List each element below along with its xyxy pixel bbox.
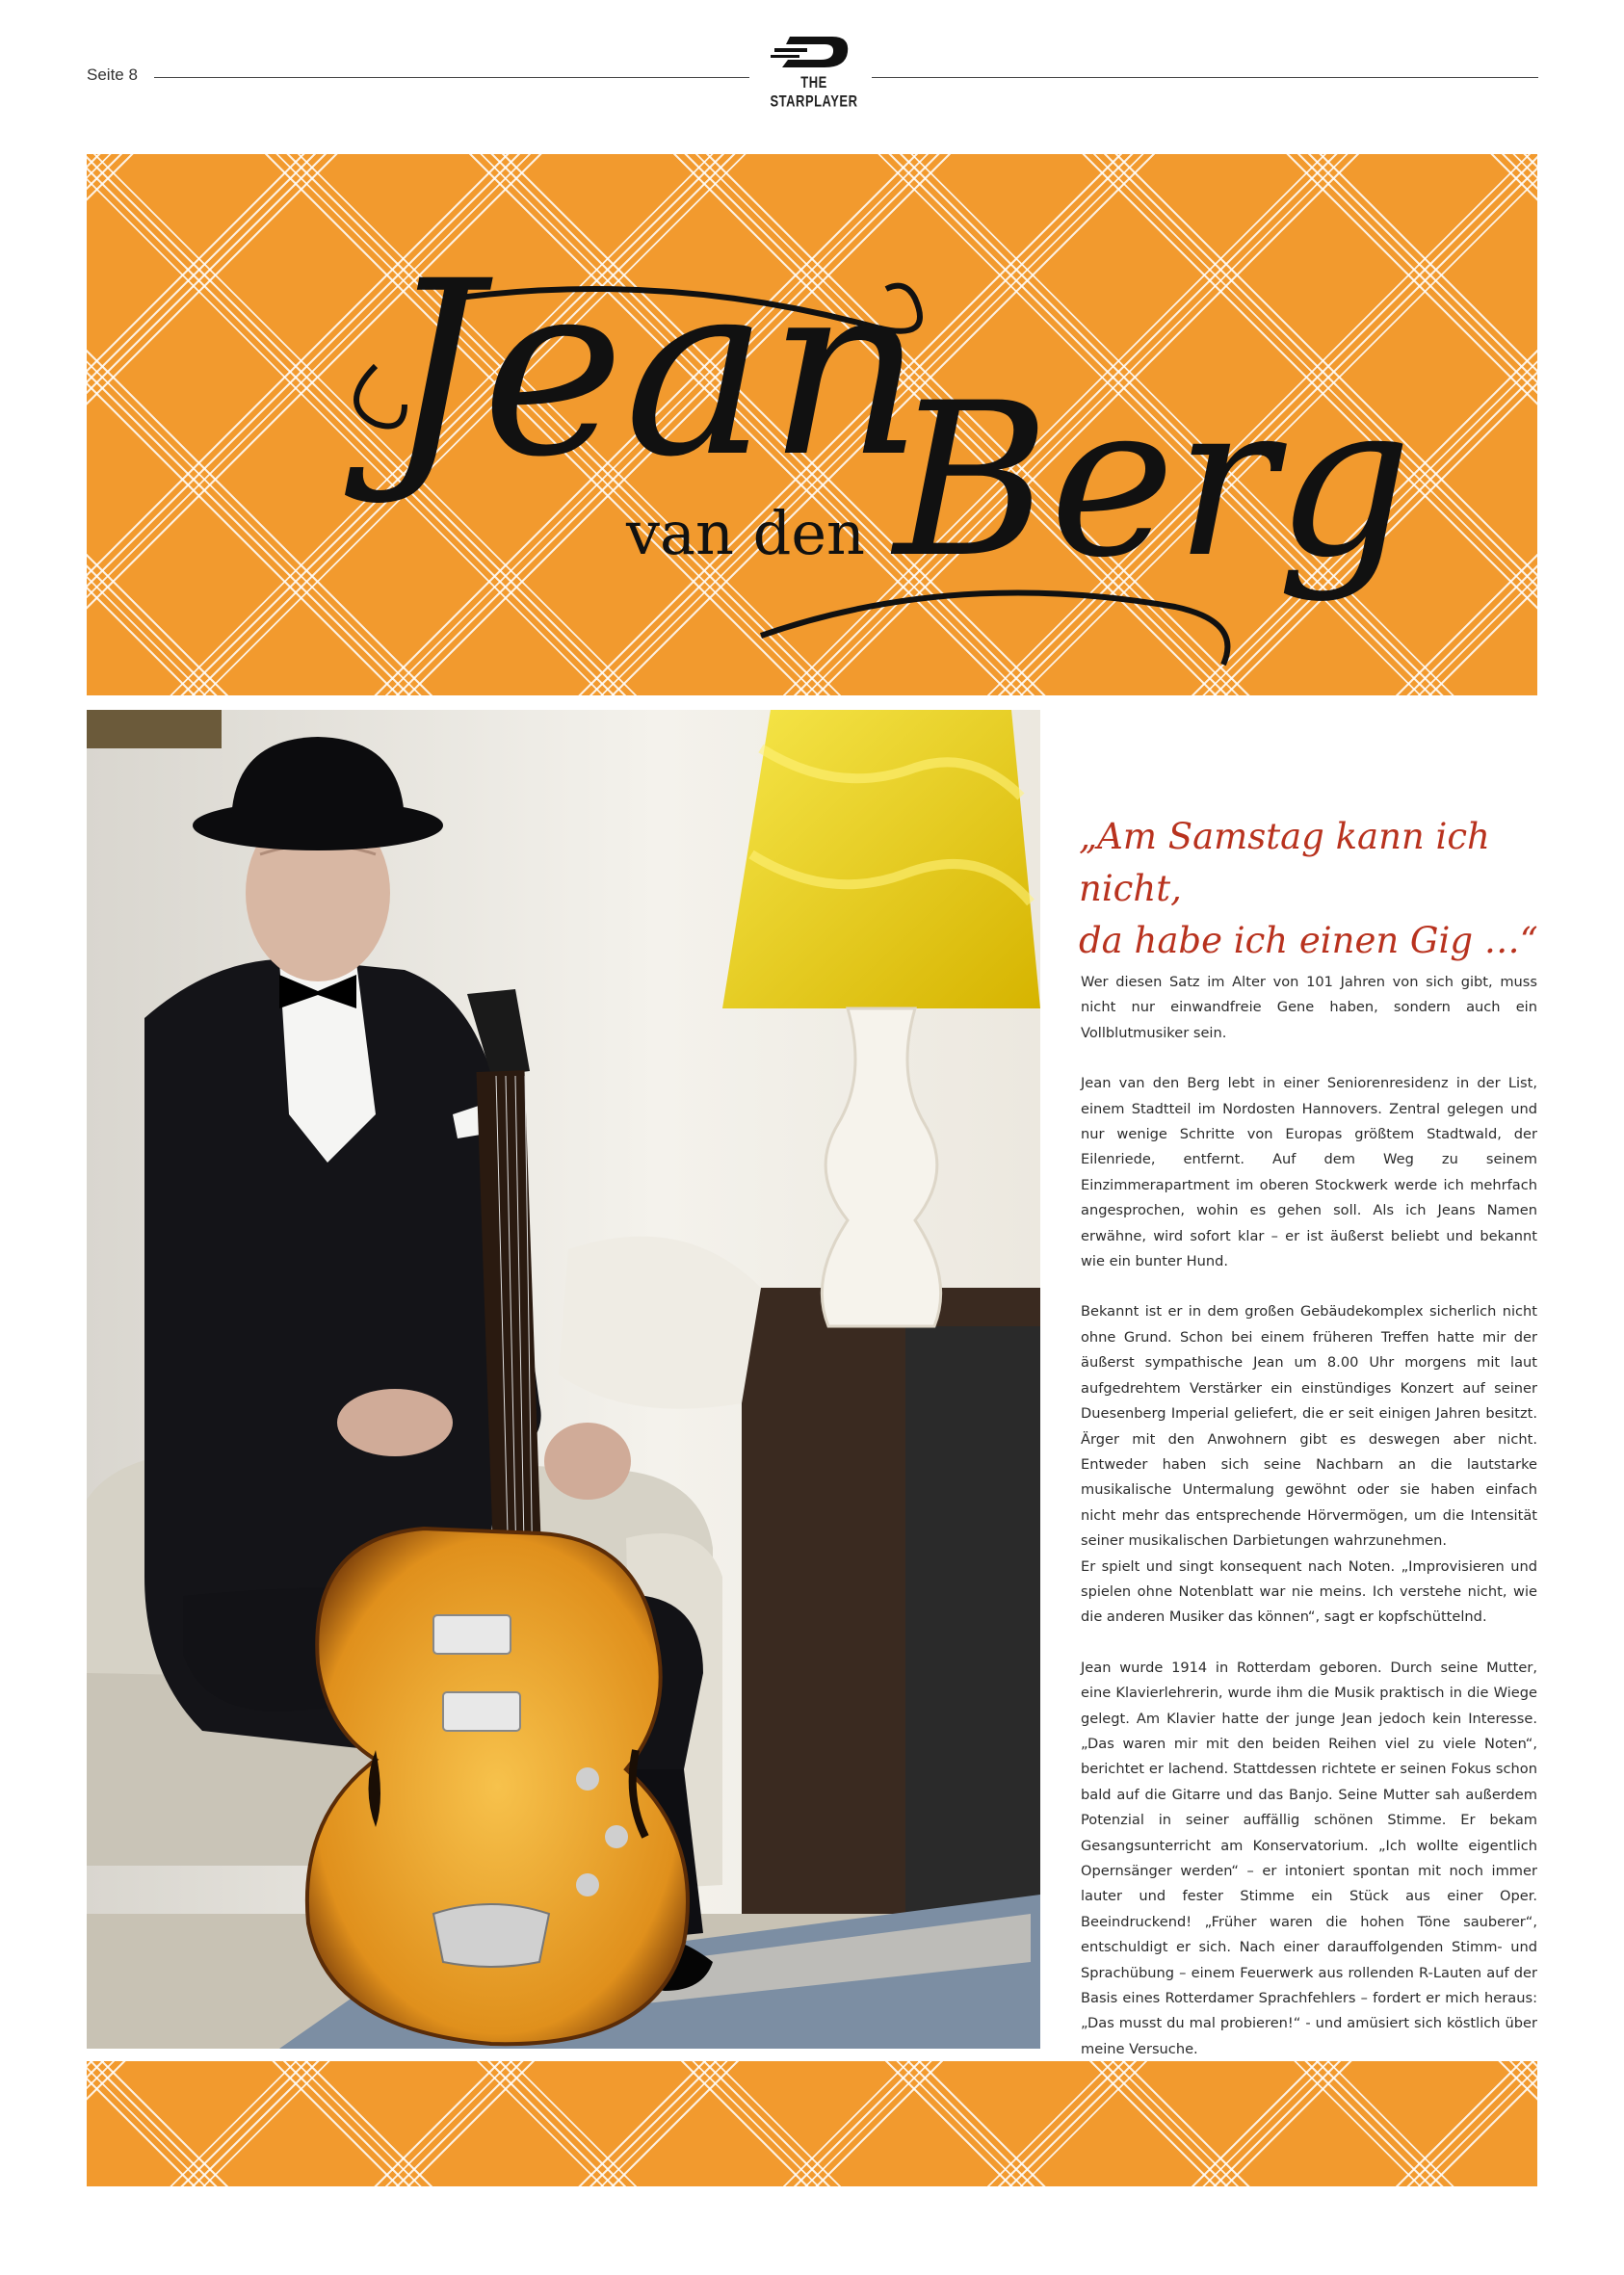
pull-quote — [1079, 811, 1541, 967]
article-paragraph: Jean wurde 1914 in Rotterdam geboren. Durch seine Mutter, eine Klavierlehrerin, wurde ihm die Musik praktisch in die Wiege gelegt. Am Klavier hatte der junge Jean jedoch kein Interesse. „Das waren mir mit den beiden Reihen viel zu viele Noten“, berichtet er lachend. Stattdessen richtete er seinen Fokus schon bald auf die Gitarre und das Banjo. Seine Mutter sah außerdem Potenzial in seiner auffällig schönen Stimme. Er bekam Gesangsunterricht am Konservatorium. „Ich wollte eigentlich Opernsänger werden“ – er intoniert spontan mit noch immer lauter und fester Stimme ein Stück aus einer Oper. Beeindruckend! „Früher waren die hohen Töne sauberer“, entschuldigt er sich. Nach einer darauffolgenden Stimm- und Sprachübung – einem Feuerwerk aus rollenden R-Lauten auf der Basis eines Rotterdamer Sprachfehlers – fordert er mich heraus: „Das musst du mal probieren!“ - und amüsiert sich köstlich über meine Versuche. — [1081, 1659, 1537, 2057]
pull-quote-line-2: da habe ich einen Gig …“ — [1079, 920, 1538, 961]
article-body — [1081, 970, 1537, 2087]
page-number: Seite 8 — [87, 65, 138, 84]
article-paragraph: Er spielt und singt konsequent nach Noten. „Improvisieren und spielen ohne Notenblatt war nie meins. Ich verstehe nicht, wie die anderen Musiker das können“, sagt er kopfschüttelnd. — [1081, 1557, 1537, 1626]
pull-quote-line-1: „Am Samstag kann ich nicht, — [1079, 816, 1490, 909]
magazine-logo — [761, 29, 867, 111]
portrait-illustration — [87, 710, 1040, 2049]
title-first-name: Jean — [385, 229, 924, 510]
magazine-name: THE STARPLAYER — [770, 72, 858, 111]
duesenberg-d-icon — [761, 29, 867, 77]
article-paragraph: Bekannt ist er in dem großen Gebäudekomplex sicherlich nicht ohne Grund. Schon bei einem früheren Treffen hatte mir der äußerst sympathische Jean um 8.00 Uhr morgens mit laut aufgedrehtem Verstärker ein einstündiges Konzert auf seiner Duesenberg Imperial geliefert, die er seit einigen Jahren besitzt. Ärger mit den Anwohnern gibt es deswegen aber nicht. Entweder haben sich seine Nachbarn an die lautstarke musikalische Untermalung gewöhnt oder sie haben einfach nicht mehr das entsprechende Hörvermögen, um die Intensität seiner musikalischen Darbietungen wahrzunehmen. — [1081, 1303, 1537, 1550]
article-paragraph: Wer diesen Satz im Alter von 101 Jahren von sich gibt, muss nicht nur einwandfreie Gene haben, sondern auch ein Vollblutmusiker sein. — [1081, 974, 1537, 1041]
title-last-name: Berg — [894, 357, 1412, 604]
portrait-photo — [87, 710, 1040, 2049]
title-banner — [87, 154, 1537, 695]
footer-banner — [87, 2061, 1537, 2186]
header-rule-left — [154, 77, 749, 78]
title-lettering — [87, 154, 1537, 695]
title-middle-name: van den — [626, 498, 865, 568]
header-rule-right — [872, 77, 1538, 78]
article-paragraph: Jean van den Berg lebt in einer Seniorenresidenz in der List, einem Stadtteil im Nordosten Hannovers. Zentral gelegen und nur wenige Schritte von Europas größtem Stadtwald, der Eilenriede, entfernt. Auf dem Weg zu seinem Einzimmerapartment im oberen Stockwerk werde ich mehrfach angesprochen, wohin es gehen soll. Als ich Jeans Namen erwähne, wird sofort klar – er ist äußerst beliebt und bekannt wie ein bunter Hund. — [1081, 1075, 1537, 1270]
